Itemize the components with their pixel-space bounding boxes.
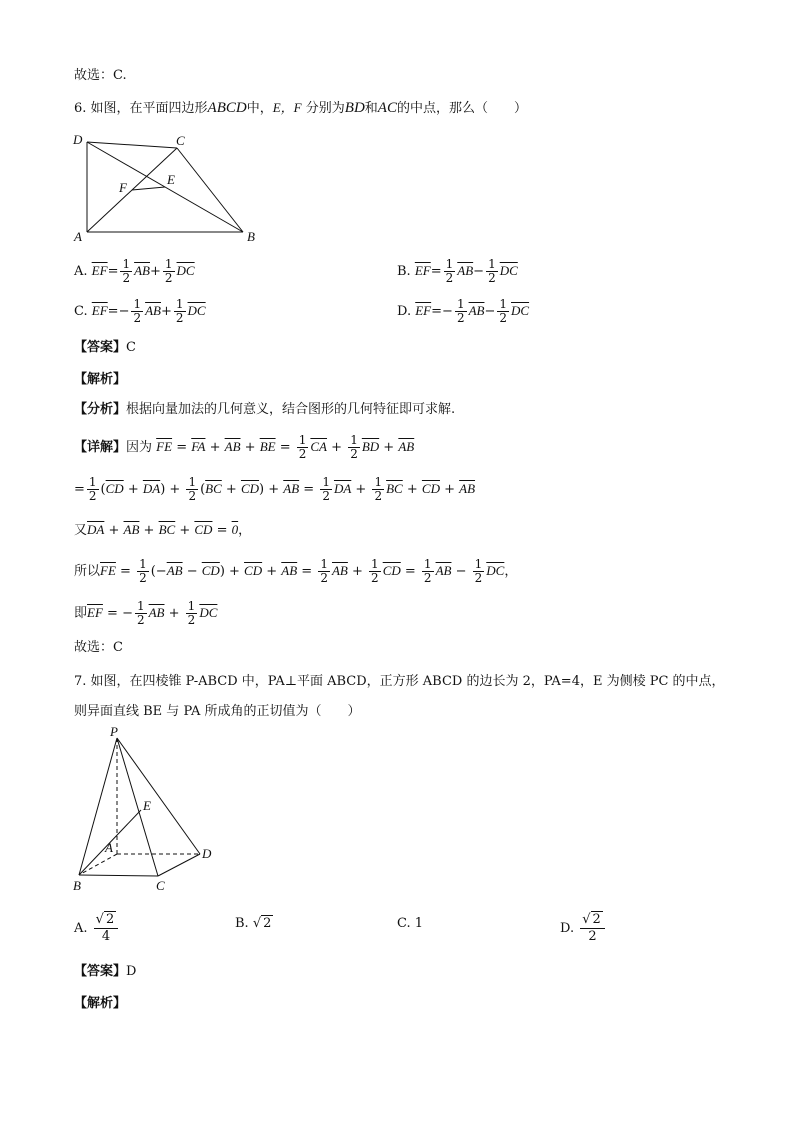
frac-half [137,558,149,585]
frac-den: 2 [187,613,196,627]
q7-option-d[interactable] [560,912,607,945]
q6-option-b-label: B. [397,264,411,279]
radicand: 2 [592,912,601,927]
q7-edge-cd [158,854,200,876]
frac-half [186,600,198,627]
q6-detail-line-4: 所以$\overline{FE}$ = $\frac{1}{2}$ $(-\overline{AB} - \overline{CD}) + \overline{CD} + \overline{AB}$ = $\frac{1}{2}$ $\overline{AB}$ + $\frac{1}{2}$ $\overline{CD}$ = $\frac{1}{2}$ $\overline{AB}$ − $\frac{1}{2}$ $\overline{DC}$， [74,557,518,585]
frac-num: 1 [374,475,383,489]
q7-option-c[interactable] [397,914,423,934]
q6-option-c-frac1 [131,298,143,325]
vec-bc: $\overline{BC}$ [158,522,176,537]
vec-fe: $\overline{FE}$ [156,439,173,454]
q7-edge-ab-hidden [79,854,117,875]
vec-ab: $\overline{AB}$ [398,439,415,454]
frac-den: 2 [175,311,184,325]
vec-ca: $\overline{CA}$ [310,439,328,454]
q6-option-c-op: + [161,304,172,319]
vec-ef: $\overline{EF}$ [87,605,103,620]
q6-option-b-lhs: $\overline{EF}$ [414,263,431,278]
q6-option-c-lhs: $\overline{EF}$ [91,303,108,318]
q7-stem-line-1: 7. 如图，在四棱锥 P-ABCD 中，PA⊥平面 ABCD，正方形 ABCD 的边长为 2，PA=4，E 为侧棱 PC 的中点， [74,674,725,689]
q7-answer [74,962,136,982]
q6-detail-line-3: 又$\overline{DA} + \overline{AB} + \overline{BC} + \overline{CD} = 0$， [74,522,252,538]
q6-label-e: E [167,172,175,187]
ie-word: 即 [74,606,88,621]
q6-option-d-t2: $\overline{DC}$ [511,303,530,318]
vec-ab: $\overline{AB}$ [459,481,476,496]
frac-num: 1 [298,433,307,447]
q6-option-b-t2: $\overline{DC}$ [499,263,518,278]
frac-num: 1 [188,475,197,489]
q7-stem-line-2: 则异面直线 BE 与 PA 所成角的正切值为（ ） [74,704,361,719]
q7-option-b[interactable]: B. √ 2 [235,916,272,931]
vec-fe: $\overline{FE}$ [100,563,116,578]
vec-da: $\overline{DA}$ [87,522,105,537]
frac-num: 1 [499,297,508,311]
q6-option-a-lhs: $\overline{EF}$ [91,263,108,278]
frac-half [186,476,198,503]
q7-label-a: A [105,840,113,855]
q6-option-a-frac2 [163,258,175,285]
q6-option-a-eq: = [107,264,119,279]
q7-option-a-label: A. [74,921,88,936]
q6-option-a-op: + [150,264,161,279]
answer-value: D [126,964,137,979]
q6-final-choice: 故选：C [74,640,123,655]
vec-cd: $\overline{CD}$ [421,481,440,496]
q6-option-b-op: − [473,264,485,279]
answer-value: C [126,340,136,355]
q6-stem-suffix: 的中点，那么（ ） [396,101,527,116]
q6-quadrilateral-figure [70,128,270,243]
q6-option-d-op: − [484,304,496,319]
vec-da: $\overline{DA}$ [142,481,161,496]
frac-num: 1 [322,475,330,489]
vec-bc: $\overline{BC}$ [205,481,222,496]
frac-num: 1 [164,257,173,271]
vec-ab: $\overline{AB}$ [123,522,140,537]
frac-half [297,434,309,461]
q6-option-c-sign: − [118,304,130,319]
frac-den: 2 [122,271,131,285]
frac-half [135,600,147,627]
frac-den: 4 [101,929,111,944]
vec-bc: $\overline{BC}$ [386,481,403,496]
q6-option-d-eq: = [431,304,443,319]
frac-den: 2 [350,447,358,461]
frac-num: √ 2 [580,912,605,929]
frac-den: 2 [456,311,465,325]
vec-cd: $\overline{CD}$ [105,481,124,496]
frac-den: 2 [298,447,307,461]
q7-option-d-label: D. [560,921,575,936]
frac-den: 2 [488,271,496,285]
so-word: 所以 [74,564,101,579]
frac-half [87,476,99,503]
q6-segment-ef [132,187,165,190]
q6-stem-mid1: 中， [246,101,273,116]
q7-label-c: C [156,878,165,893]
vec-ab: $\overline{AB}$ [331,563,348,578]
q6-option-d-frac2 [497,298,509,325]
frac-half [320,476,332,503]
frac-half [422,558,434,585]
frac-num: 1 [456,297,465,311]
vec-ab: $\overline{AB}$ [283,481,300,496]
q6-label-f: F [119,180,127,195]
vec-ab: $\overline{AB}$ [281,563,298,578]
frac-den: 2 [588,929,597,944]
q6-option-d-sign: − [442,304,453,319]
frac-half [372,476,384,503]
q7-option-c-label: C. [397,916,411,931]
frac-half [348,434,360,461]
detail-tag: 【详解】 [74,440,127,455]
frac-num: √ 2 [94,912,119,929]
vec-fa: $\overline{FA}$ [191,439,206,454]
radicand: 2 [263,916,272,931]
q6-option-b-frac1 [444,258,456,285]
q6-option-a-label: A. [74,264,88,279]
vec-cd: $\overline{CD}$ [240,481,260,496]
q7-label-b: B [73,878,81,893]
q6-stem-ef: E，F [272,100,302,115]
vec-ab: $\overline{AB}$ [166,563,183,578]
q7-edge-pc [117,738,158,876]
frac-num: 1 [371,557,379,571]
q6-stem-bd: BD [344,100,365,116]
q6-answer [74,338,136,358]
frac-num: 1 [133,297,142,311]
q6-edge-cd [87,142,177,148]
q7-option-b-label: B. [235,916,249,931]
q7-label-d: D [202,846,212,861]
vec-cd: $\overline{CD}$ [382,563,401,578]
frac-num: 1 [175,297,184,311]
frac-half [473,558,485,585]
q6-label-d: D [73,132,83,147]
q7-label-p: P [110,724,118,739]
frac-den: 2 [133,311,142,325]
answer-tag: 【答案】 [74,964,127,979]
frac-den: 2 [88,489,97,503]
q6-label-b: B [247,229,255,243]
frac-num: 1 [445,257,454,271]
frac-den: 2 [139,571,147,585]
q7-option-d-value [580,912,605,945]
q6-stem-prefix: 6. 如图，在平面四边形 [74,101,208,116]
vec-cd: $\overline{CD}$ [201,563,220,578]
frac-den: 2 [188,489,197,503]
q5-conclusion: 故选：C. [74,68,127,83]
frac-num: 1 [320,557,328,571]
q6-option-b[interactable] [397,258,518,285]
q6-option-b-frac2 [486,258,498,285]
q6-stem-mid2: 分别为 [305,101,345,116]
q7-option-a[interactable] [74,912,120,945]
q6-option-d-t1: $\overline{AB}$ [468,303,485,318]
q6-stem [74,98,527,119]
frac-den: 2 [164,271,173,285]
q6-option-a-frac1 [120,258,132,285]
q6-option-a[interactable] [74,258,195,285]
q7-analysis-tag: 【解析】 [74,996,127,1011]
vec-cd: $\overline{CD}$ [244,563,263,578]
q6-option-c-frac2 [174,298,186,325]
vec-da: $\overline{DA}$ [333,481,352,496]
vec-ab: $\overline{AB}$ [435,563,452,578]
q7-pyramid-figure [68,724,228,894]
detail-because: 因为 [126,440,153,455]
frac-num: 1 [187,599,196,613]
q6-option-d-lhs: $\overline{EF}$ [415,303,432,318]
frac-num: 1 [474,557,483,571]
q6-detail-line-1: 【详解】因为 $\overline{FE} = \overline{FA} + \overline{AB} + \overline{BE}$ = $\frac{1}{2}$ $\overline{CA}$ + $\frac{1}{2}$ $\overline{BD} + \overline{AB}$ [74,433,415,461]
q7-option-a-value [94,912,119,945]
q6-detail-line-2: = $\frac{1}{2}$ $(\overline{CD} + \overline{DA})$ + $\frac{1}{2}$ $(\overline{BC} + \overline{CD}) + \overline{AB}$ = $\frac{1}{2}$ $\overline{DA}$ + $\frac{1}{2}$ $\overline{BC} + \overline{CD} + \overline{AB}$ [74,475,476,503]
frac-num: 1 [488,257,496,271]
q7-label-e: E [143,798,151,813]
q6-option-d-label: D. [397,304,412,319]
q6-stem-ac: AC [377,100,397,116]
q6-option-c-t1: $\overline{AB}$ [145,303,161,318]
frac-den: 2 [445,271,454,285]
q6-option-c-label: C. [74,304,88,319]
q6-option-d[interactable] [397,298,529,325]
frac-den: 2 [474,571,483,585]
frac-num: 1 [350,433,358,447]
frac-num: 1 [139,557,147,571]
fenxi-tag: 【分析】 [74,402,127,417]
q6-option-b-eq: = [430,264,442,279]
frac-den: 2 [374,489,383,503]
answer-tag: 【答案】 [74,340,127,355]
vec-be: $\overline{BE}$ [259,439,276,454]
q7-edge-pd [117,738,200,854]
frac-num: 1 [423,557,432,571]
q6-option-c-eq: = [107,304,119,319]
q6-stem-quad: ABCD [207,100,247,116]
q6-analysis-tag: 【解析】 [74,372,127,387]
vec-cd: $\overline{CD}$ [194,522,213,537]
q6-option-c-t2: $\overline{DC}$ [187,303,206,318]
q6-option-a-t2: $\overline{DC}$ [176,263,195,278]
q6-option-c[interactable] [74,298,206,325]
q6-fenxi [74,400,455,420]
frac-den: 2 [322,489,330,503]
frac-den: 2 [499,311,508,325]
zero-vector: 0 [231,522,239,537]
frac-half [369,558,381,585]
q6-label-c: C [176,133,185,148]
q7-option-c-value: 1 [414,916,424,931]
radicand: 2 [105,912,115,927]
q6-edge-bc [177,148,243,232]
vec-dc: $\overline{DC}$ [199,605,218,620]
vec-ab: $\overline{AB}$ [148,605,165,620]
q6-option-d-frac1 [455,298,467,325]
q6-stem-and: 和 [364,101,378,116]
fenxi-text: 根据向量加法的几何意义，结合图形的几何特征即可求解. [126,402,456,417]
q6-option-b-t1: $\overline{AB}$ [457,263,474,278]
frac-den: 2 [136,613,145,627]
vec-bd: $\overline{BD}$ [361,439,380,454]
q6-option-a-t1: $\overline{AB}$ [134,263,150,278]
frac-num: 1 [122,257,131,271]
vec-ab: $\overline{AB}$ [224,439,241,454]
also-word: 又 [74,523,88,538]
vec-dc: $\overline{DC}$ [486,563,505,578]
frac-half [318,558,330,585]
frac-den: 2 [423,571,432,585]
q6-detail-line-5: 即$\overline{EF}$ = − $\frac{1}{2}$ $\overline{AB}$ + $\frac{1}{2}$ $\overline{DC}$ [74,599,218,627]
q6-label-a: A [74,229,82,243]
frac-num: 1 [88,475,97,489]
frac-num: 1 [136,599,145,613]
frac-den: 2 [371,571,379,585]
frac-den: 2 [320,571,328,585]
q7-edge-bc [79,875,158,876]
